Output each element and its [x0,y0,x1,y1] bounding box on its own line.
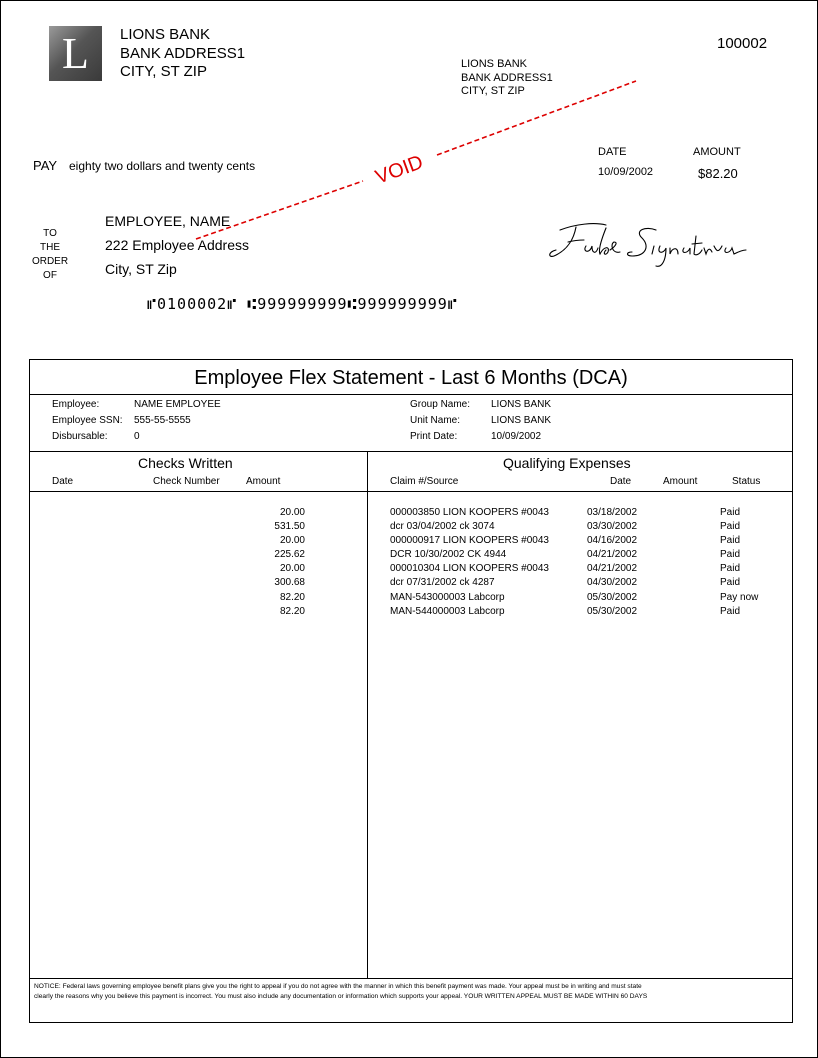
expense-status: Paid [720,563,741,575]
expense-claim: MAN-544000003 Labcorp [390,605,505,617]
expense-amount: 20.00 [279,535,305,547]
checks-written-title: Checks Written [138,455,233,471]
qualifying-expenses-title: Qualifying Expenses [503,455,631,471]
pay-label: PAY [33,158,58,173]
expense-claim: dcr 03/04/2002 ck 3074 [390,521,495,533]
ssn-label: Employee SSN: [52,415,123,426]
expense-claim: MAN-543000003 Labcorp [390,591,505,603]
print-date-label: Print Date: [410,431,458,442]
amount-label: AMOUNT [693,146,741,158]
to-order-word: OF [43,270,57,281]
date-label: DATE [598,146,627,158]
checks-col-number: Check Number [153,476,220,487]
amount-in-words: eighty two dollars and twenty cents [69,159,256,173]
expense-date: 04/21/2002 [587,563,638,575]
expenses-col-status: Status [732,476,761,487]
expenses-col-claim: Claim #/Source [390,476,459,487]
check-date: 10/09/2002 [598,166,654,178]
unit-value: LIONS BANK [491,415,552,426]
bank-city: CITY, ST ZIP [120,63,207,80]
notice-line: clearly the reasons why you believe this payment is incorrect. You must also include any documentation or information which supports your appeal. YOUR WRITTEN APPEAL MUST BE MADE WITHIN 60 DAYS [34,993,648,1000]
expense-status: Paid [720,535,741,547]
expenses-col-date: Date [610,476,632,487]
expense-status: Paid [720,605,741,617]
expense-claim: dcr 07/31/2002 ck 4287 [390,577,495,589]
expense-date: 04/21/2002 [587,549,638,561]
expense-amount: 82.20 [279,605,305,617]
employee-info-values [134,397,221,445]
employee-info-labels [52,397,123,445]
void-line-right [437,81,636,155]
void-line-left [196,181,363,239]
group-info-values [491,397,551,445]
expense-date: 05/30/2002 [587,591,638,603]
bank-logo: L [49,26,102,81]
flex-statement [29,359,793,1023]
employee-label: Employee: [52,399,100,410]
divider [30,491,792,492]
bank-address-small: BANK ADDRESS1 [461,71,553,84]
unit-label: Unit Name: [410,415,461,426]
divider [30,978,792,979]
expense-amount: 225.62 [274,549,305,561]
bank-address: BANK ADDRESS1 [120,44,246,62]
payee-address: 222 Employee Address [105,237,249,253]
group-info-labels [410,397,470,445]
notice-text [34,982,788,1002]
expense-date: 05/30/2002 [587,605,638,617]
employee-value: NAME EMPLOYEE [134,399,221,410]
ssn-value: 555-55-5555 [134,415,191,426]
statement-title: Employee Flex Statement - Last 6 Months (DCA) [30,360,792,395]
expense-status: Paid [720,521,741,533]
group-label: Group Name: [410,399,471,410]
expense-date: 03/30/2002 [587,521,638,533]
expense-status: Paid [720,549,741,561]
to-order-word: THE [40,242,60,253]
checks-col-date: Date [52,476,74,487]
notice-line: NOTICE: Federal laws governing employee benefit plans give you the right to appeal if you do not agree with the manner in which this benefit payment was made. Your appeal must be in writing and must state [34,983,642,990]
void-stamp [1,1,818,261]
disbursable-label: Disbursable: [52,431,108,442]
void-text: VOID [372,151,427,189]
group-value: LIONS BANK [491,399,552,410]
bank-name-small: LIONS BANK [461,58,528,70]
payee-city: City, ST Zip [105,261,177,277]
expense-amount: 300.68 [274,577,305,589]
expense-claim: 000010304 LION KOOPERS #0043 [390,563,549,575]
expenses-col-amount: Amount [663,476,698,487]
print-date-value: 10/09/2002 [491,431,542,442]
bank-name: LIONS BANK [120,26,211,43]
expense-amount: 531.50 [274,521,305,533]
expense-date: 03/18/2002 [587,507,638,518]
divider [30,451,792,452]
expense-claim: 000003850 LION KOOPERS #0043 [390,507,549,518]
expense-amount: 20.00 [279,507,305,518]
to-order-word: ORDER [31,256,69,267]
expense-amount: 82.20 [279,591,305,603]
column-divider [367,451,368,978]
expense-amount: 20.00 [279,563,305,575]
expense-status: Pay now [720,591,759,603]
payee-name: EMPLOYEE, NAME [105,213,231,229]
expense-claim: 000000917 LION KOOPERS #0043 [390,535,549,547]
expense-claim: DCR 10/30/2002 CK 4944 [390,549,507,561]
micr-line: ⑈0100002⑈ ⑆999999999⑆999999999⑈ [147,295,458,313]
checks-col-amount: Amount [246,476,281,487]
expense-status: Paid [720,577,741,589]
bank-city-small: CITY, ST ZIP [461,85,525,97]
expense-date: 04/16/2002 [587,535,638,547]
disbursable-value: 0 [134,431,140,442]
expense-date: 04/30/2002 [587,577,638,589]
check-amount: $82.20 [698,166,738,181]
to-order-word: TO [43,228,57,239]
check-number: 100002 [717,35,768,52]
expense-status: Paid [720,507,741,518]
